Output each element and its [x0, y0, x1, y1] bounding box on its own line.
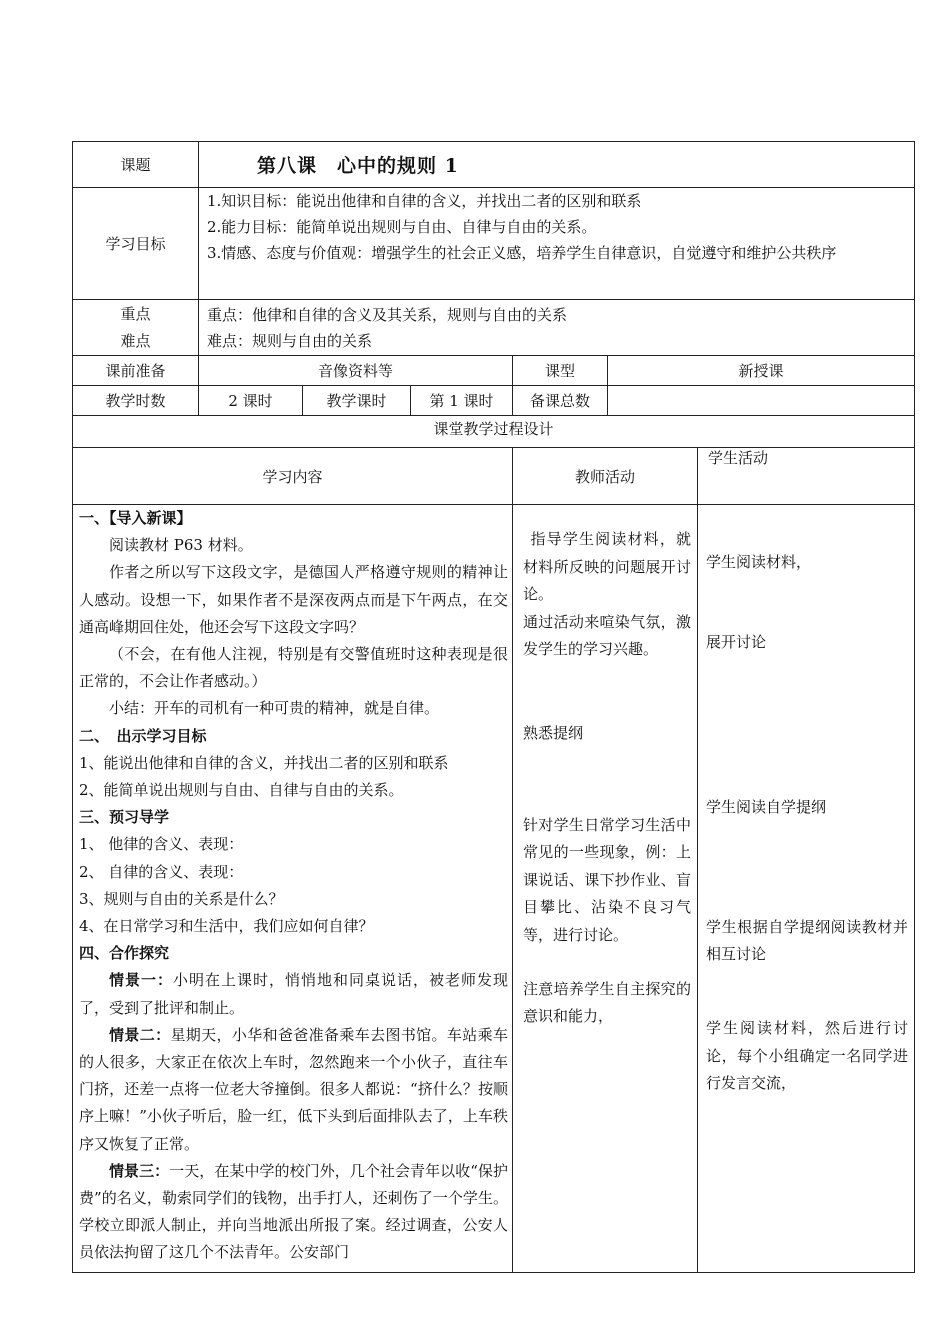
- label-goals: 学习目标: [73, 188, 199, 300]
- teacher-activity: [513, 505, 698, 1273]
- scenario-2: [79, 1022, 508, 1158]
- scenario-1-label: 情景一：: [109, 971, 173, 990]
- lesson-plan-table: [72, 141, 915, 1273]
- student-note: 学生阅读自学提纲: [706, 798, 827, 817]
- section-3-item: 1、 他律的含义、表现：: [79, 835, 244, 854]
- label-lesson: 教学课时: [303, 386, 411, 416]
- goals-cell: [199, 188, 915, 300]
- student-activity: [698, 505, 915, 1273]
- section-3-item: 3、规则与自由的关系是什么？: [79, 889, 284, 908]
- teacher-note: 注意培养学生自主探究的意识和能力，: [523, 979, 691, 1026]
- section-1-text: 作者之所以写下这段文字，是德国人严格遵守规则的精神让人感动。设想一下，如果作者不是深夜两点而是下午两点，在交通高峰期回住处，他还会写下这段文字吗？: [79, 563, 508, 636]
- section-3-item: 2、 自律的含义、表现：: [79, 862, 244, 881]
- difficult-point: 难点：规则与自由的关系: [207, 331, 373, 350]
- col-teacher-header: 教师活动: [513, 448, 698, 505]
- label-topic: 课题: [73, 142, 199, 188]
- student-note: 学生根据自学提纲阅读教材并相互讨论: [706, 917, 909, 964]
- student-note: 学生阅读材料，: [706, 553, 812, 571]
- section-4-title: 四、合作探究: [79, 944, 170, 963]
- scenario-2-label: 情景二：: [109, 1025, 171, 1044]
- section-1-text: （不会，在有他人注视，特别是有交警值班时这种表现是很正常的，不会让作者感动。）: [79, 645, 508, 691]
- section-1-title: 一、【导入新课】: [79, 509, 192, 527]
- label-hours: 教学时数: [73, 386, 199, 416]
- learning-content: [73, 505, 513, 1273]
- col-content-header: 学习内容: [73, 448, 513, 505]
- student-note: 学生阅读材料，然后进行讨论，每个小组确定一名同学进行发言交流，: [706, 1018, 909, 1093]
- scenario-3-label: 情景三：: [109, 1161, 170, 1180]
- label-type: 课型: [513, 356, 608, 386]
- section-2-item: 2、能简单说出规则与自由、自律与自由的关系。: [79, 781, 404, 800]
- scenario-2-text: 星期天，小华和爸爸准备乘车去图书馆。车站乘车的人很多，大家正在依次上车时，忽然跑来一个小伙子，直往车门挤，还差一点将一位老大爷撞倒。很多人都说：“挤什么？按顺序上嘛！”小伙子听后，脸一红，低下头到后面排队去了，上车秩序又恢复了正常。: [79, 1025, 508, 1153]
- prep-value: 音像资料等: [199, 356, 513, 386]
- teacher-note: 指导学生阅读材料，就材料所反映的问题展开讨论。: [523, 530, 691, 604]
- student-note: 展开讨论: [706, 632, 767, 651]
- key-difficult-cell: [199, 300, 915, 356]
- section-1-summary: 小结：开车的司机有一种可贵的精神，就是自律。: [109, 699, 440, 718]
- section-2-title: 二、 出示学习目标: [79, 726, 207, 745]
- label-key-difficult: [73, 300, 199, 356]
- scenario-3: [79, 1158, 508, 1267]
- label-key: 重点: [120, 304, 151, 323]
- total-value: [608, 386, 915, 416]
- section-1-text: 阅读教材 P63 材料。: [109, 536, 253, 555]
- teacher-note: 熟悉提纲: [523, 723, 584, 742]
- hours-value: 2 课时: [199, 386, 303, 416]
- section-2-item: 1、能说出他律和自律的含义，并找出二者的区别和联系: [79, 753, 449, 772]
- lesson-value: 第 1 课时: [411, 386, 513, 416]
- type-value: 新授课: [608, 356, 915, 386]
- key-point: 重点：他律和自律的含义及其关系，规则与自由的关系: [207, 305, 568, 324]
- scenario-3-text: 一天，在某中学的校门外，几个社会青年以收“保护费”的名义，勒索同学们的钱物，出手打人，还刺伤了一个学生。学校立即派人制止，并向当地派出所报了案。经过调查，公安人员依法拘留了这几个不法青年。公安部门: [79, 1161, 508, 1262]
- label-prep: 课前准备: [73, 356, 199, 386]
- col-student-header: 学生活动: [698, 448, 915, 505]
- lesson-title: 第八课 心中的规则 1: [199, 142, 915, 188]
- goal-ability: 2.能力目标：能简单说出规则与自由、自律与自由的关系。: [207, 218, 597, 236]
- teacher-note: 通过活动来喧染气氛，激发学生的学习兴趣。: [523, 612, 691, 659]
- teacher-note: 针对学生日常学习生活中常见的一些现象，例：上课说话、课下抄作业、盲目攀比、沾染不良习气等，进行讨论。: [523, 815, 691, 944]
- design-title: 课堂教学过程设计: [73, 416, 915, 448]
- label-total: 备课总数: [513, 386, 608, 416]
- section-3-item: 4、在日常学习和生活中，我们应如何自律？: [79, 917, 374, 936]
- section-3-title: 三、预习导学: [79, 808, 170, 827]
- scenario-1-text: 小明在上课时，悄悄地和同桌说话，被老师发现了，受到了批评和制止。: [79, 971, 508, 1017]
- goal-emotion: 3.情感、态度与价值观：增强学生的社会正义感，培养学生自律意识，自觉遵守和维护公共秩序: [207, 244, 837, 262]
- goal-knowledge: 1.知识目标：能说出他律和自律的含义，并找出二者的区别和联系: [207, 192, 642, 210]
- scenario-1: [79, 967, 508, 1021]
- label-difficult: 难点: [120, 331, 151, 350]
